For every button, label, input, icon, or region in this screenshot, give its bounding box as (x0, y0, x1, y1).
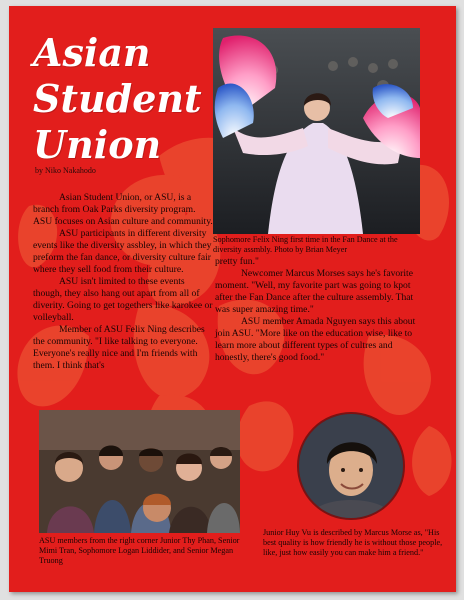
paragraph: Member of ASU Felix Ning describes the community. "I like talking to everyone. Everyone's really nice and I'm friends with them. I think that's (33, 324, 205, 371)
petal (237, 401, 294, 471)
article-column-right (215, 256, 420, 364)
paragraph: Newcomer Marcus Morses says he's favorite moment. "Well, my favorite part was going to kpot after the Fan Dance after the culture assembly. That was super amazing time." (215, 268, 414, 315)
group-photo (39, 410, 240, 533)
paragraph: ASU participants in different diversity events like the diversity assbley, in which they preform the fan dance, or diversity culture fair where they sell food from their culture. (33, 228, 212, 275)
petal (412, 426, 451, 496)
portrait-photo (297, 412, 405, 520)
fan-dance-photo (213, 28, 420, 234)
article-title: Asian Student Union (33, 30, 202, 167)
paragraph: pretty fun." (215, 256, 259, 267)
fan-dance-caption: Sophomore Felix Ning first time in the Fan Dance at the diversity assmbly. Photo by Brian Meyer (213, 235, 398, 254)
article-column-left (33, 192, 216, 372)
group-photo-caption: ASU members from the right corner Junior Thy Phan, Senior Mimi Tran, Sophomore Logan Liddider, and Senior Megan Truong (39, 536, 240, 565)
paragraph: Asian Student Union, or ASU, is a branch from Oak Parks diversity program. ASU focuses on Asian culture and community. (33, 192, 213, 227)
magazine-page (9, 6, 456, 592)
portrait-caption: Junior Huy Vu is described by Marcus Morse as, "His best quality is how friendly he is without those people, like, just how easily you can make him a friend." (263, 528, 443, 557)
paragraph: ASU isn't limited to these events though, they also hang out apart from all of diverity. Going to get togethers like karokee or volleyball. (33, 276, 213, 323)
byline: by Niko Nakahodo (35, 166, 96, 175)
paragraph: ASU member Amada Nguyen says this about join ASU. "More like on the education wise, like to learn more about different types of cultres and honestly, there's good food." (215, 316, 416, 363)
